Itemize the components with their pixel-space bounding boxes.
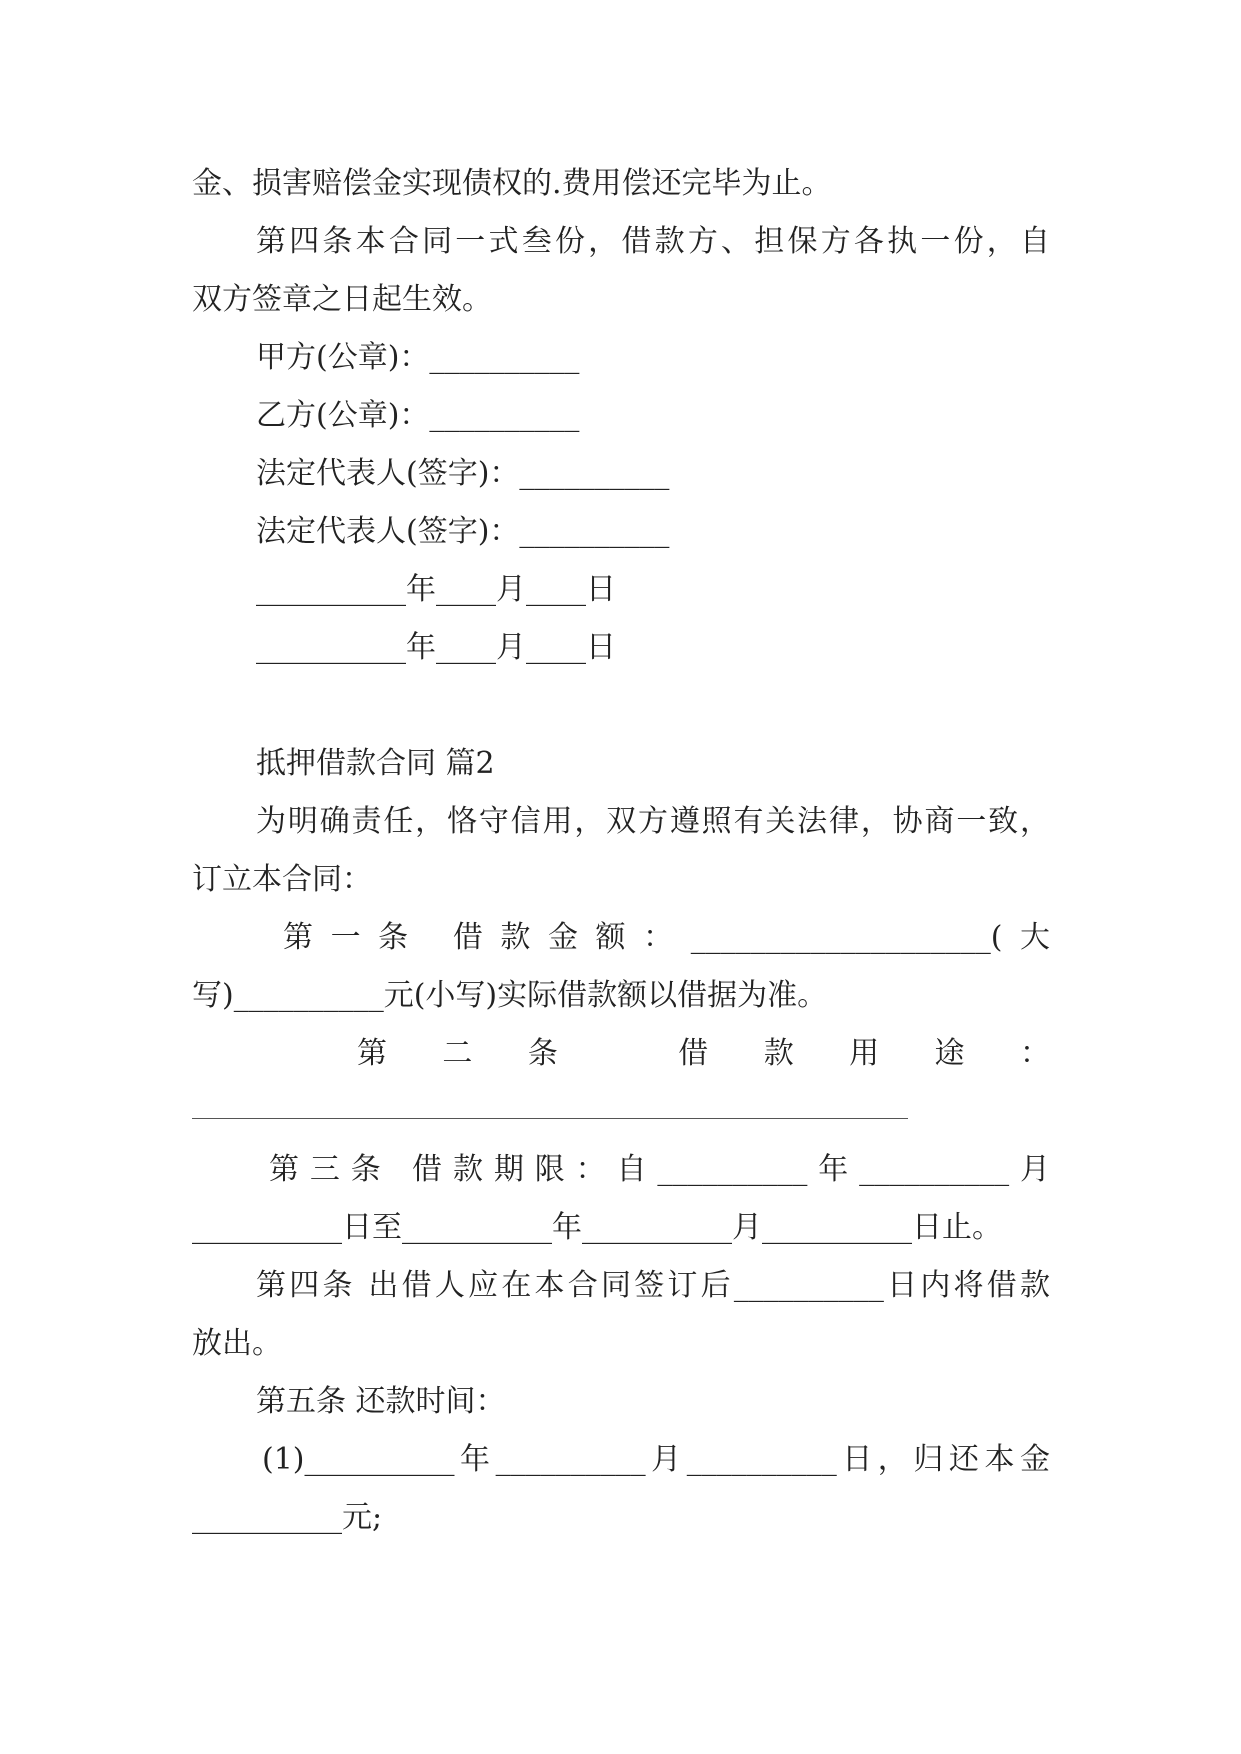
blank-underline (192, 1118, 908, 1119)
text-line: 写)__________元(小写)实际借款额以借据为准。 (192, 978, 828, 1013)
signature-line-party-a: 甲方(公章)：__________ (256, 340, 580, 375)
signature-line-legal-rep: 法定代表人(签字)：__________ (256, 456, 670, 491)
text-line: 第四条 出借人应在本合同签订后__________日内将借款 (256, 1268, 1050, 1303)
text-line: 第一条 借款金额：____________________(大 (283, 920, 1050, 955)
text-line: 第三条 借款期限：自__________年__________月 (269, 1152, 1050, 1187)
section-heading: 抵押借款合同 篇2 (256, 746, 495, 781)
signature-line-legal-rep: 法定代表人(签字)：__________ (256, 514, 670, 549)
signature-line-party-b: 乙方(公章)：__________ (256, 398, 580, 433)
text-line: 订立本合同： (192, 862, 372, 897)
text-line: (1)__________年__________月__________日，归还本金 (262, 1442, 1050, 1477)
text-line: 第五条 还款时间： (256, 1384, 506, 1419)
text-line: 双方签章之日起生效。 (192, 282, 492, 317)
text-line: __________元; (192, 1500, 383, 1535)
text-line: 放出。 (192, 1326, 282, 1361)
text-line: 第二条 借款用途： (357, 1036, 1050, 1071)
text-line: __________日至__________年__________月__________日止。 (192, 1210, 1002, 1245)
date-line: __________年____月____日 (256, 572, 616, 607)
text-line: 金、损害赔偿金实现债权的.费用偿还完毕为止。 (192, 166, 832, 201)
text-line: 为明确责任，恪守信用，双方遵照有关法律，协商一致， (256, 804, 1050, 839)
text-line: 第四条本合同一式叁份，借款方、担保方各执一份，自 (256, 224, 1050, 259)
date-line: __________年____月____日 (256, 630, 616, 665)
